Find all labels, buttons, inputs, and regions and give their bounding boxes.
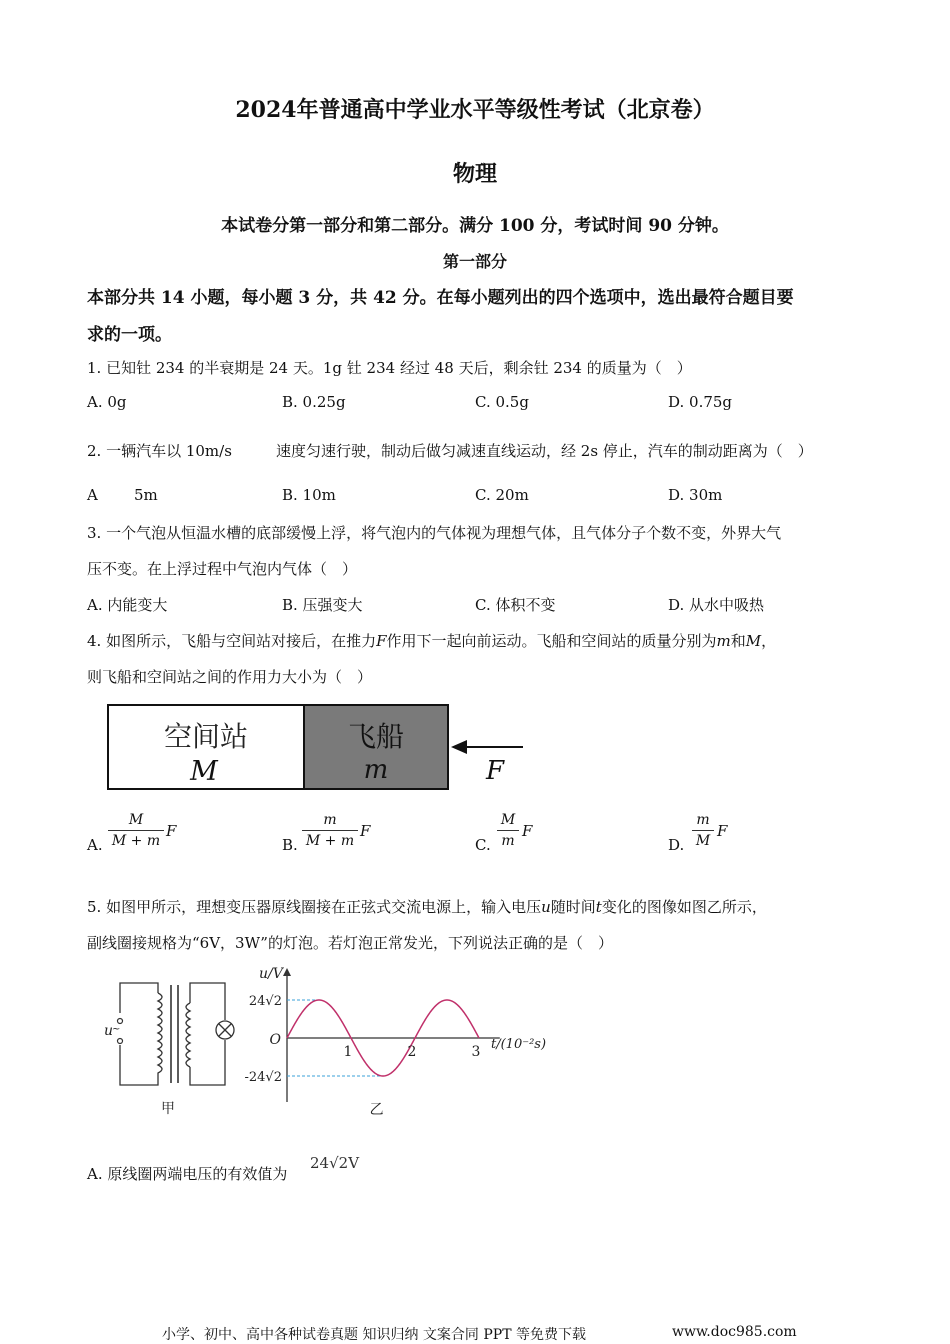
q3-option-d: D. 从水中吸热 (668, 596, 765, 614)
q2-stem-part2: 速度匀速行驶，制动后做匀减速直线运动，经 2s 停止，汽车的制动距离为（ ） (276, 442, 813, 460)
q4-option-b-fraction (302, 811, 358, 850)
primary-wire (120, 983, 158, 1013)
terminal-bottom (118, 1039, 123, 1044)
graph-caption: 乙 (369, 1102, 384, 1118)
footer-text: 小学、初中、高中各种试卷真题 知识归纳 文案合同 PPT 等免费下载 (162, 1327, 586, 1343)
q4-symbol-m: m (716, 632, 731, 650)
space-station-mass: M (190, 756, 218, 787)
fraction-numerator: M (128, 812, 144, 828)
q1-option-c: C. 0.5g (475, 393, 529, 411)
spaceship-mass: m (363, 755, 389, 785)
q5-stem-text-2: 随时间 (550, 898, 596, 916)
q4-docking-figure (105, 700, 535, 800)
q5-symbol-u: u (541, 898, 551, 916)
y-axis-arrow (283, 968, 291, 976)
q5-option-a: A. 原线圈两端电压的有效值为 (87, 1165, 288, 1183)
exam-title: 2024年普通高中学业水平等级性考试（北京卷） (235, 97, 715, 123)
q2-stem-part1: 2. 一辆汽车以 10m/s (87, 442, 232, 460)
q3-stem-line2: 压不变。在上浮过程中气泡内气体（ ） (87, 560, 358, 578)
x-tick-label: 1 (343, 1044, 353, 1060)
fraction-denominator: M + m (305, 833, 355, 849)
fraction-numerator: M (500, 812, 516, 828)
q2-option-d: D. 30m (668, 486, 723, 504)
y-axis-label: u/V (259, 966, 283, 982)
q5-stem-line2: 副线圈接规格为“6V，3W”的灯泡。若灯泡正常发光，下列说法正确的是（ ） (87, 934, 613, 952)
x-tick-label: 2 (407, 1044, 417, 1060)
q3-option-a: A. 内能变大 (87, 596, 168, 614)
q3-option-c: C. 体积不变 (475, 596, 556, 614)
y-min-label: -24√2 (244, 1070, 282, 1085)
ac-symbol: ~ (112, 1024, 121, 1035)
part-instructions-line2: 求的一项。 (87, 325, 172, 345)
q4-symbol-F: F (376, 632, 387, 650)
q1-option-d: D. 0.75g (668, 393, 733, 411)
circuit-caption: 甲 (161, 1101, 175, 1117)
q4-stem-line2: 则飞船和空间站之间的作用力大小为（ ） (87, 668, 373, 686)
subject-title: 物理 (452, 161, 497, 187)
q4-option-c-letter: C. (475, 836, 491, 854)
q4-stem-text-4: ， (761, 632, 777, 650)
q4-option-c-force: F (522, 822, 533, 840)
fraction-denominator: M + m (111, 833, 161, 849)
q3-option-b: B. 压强变大 (282, 596, 363, 614)
fraction-numerator: m (323, 812, 337, 828)
q5-stem-line1 (87, 896, 767, 917)
q2-option-a-value: 5m (134, 486, 158, 504)
q4-stem-text-3: 和 (730, 632, 746, 650)
y-max-label: 24√2 (248, 994, 282, 1009)
secondary-wire-bottom (190, 1040, 225, 1085)
q4-option-d-fraction (692, 811, 714, 850)
q5-option-a-value: 24√2V (310, 1154, 360, 1172)
x-tick-label: 3 (471, 1044, 481, 1060)
q4-option-a-fraction (108, 811, 164, 850)
primary-coil (158, 993, 162, 1075)
q4-option-a-force: F (166, 822, 177, 840)
terminal-top (118, 1019, 123, 1024)
q4-option-a-letter: A. (87, 836, 103, 854)
secondary-coil (186, 1003, 190, 1067)
x-axis-label: t/(10⁻²s) (491, 1037, 547, 1052)
q1-option-a: A. 0g (87, 393, 127, 411)
fraction-denominator: m (501, 833, 515, 849)
q5-stem-text-3: 变化的图像如图乙所示， (601, 898, 767, 916)
q2-option-c: C. 20m (475, 486, 529, 504)
q4-stem-text-2: 作用下一起向前运动。飞船和空间站的质量分别为 (386, 632, 717, 650)
q4-option-b-letter: B. (282, 836, 298, 854)
primary-wire-bottom (120, 1045, 158, 1085)
q4-symbol-M: M (745, 632, 762, 650)
part-title: 第一部分 (442, 252, 507, 271)
space-station-label: 空间站 (163, 720, 249, 753)
footer-url[interactable]: www.doc985.com (672, 1324, 797, 1340)
exam-notice: 本试卷分第一部分和第二部分。满分 100 分，考试时间 90 分钟。 (221, 216, 729, 236)
source-label: u (104, 1023, 114, 1039)
q2-option-a-letter: A (87, 486, 98, 504)
q4-option-c-fraction (497, 811, 519, 850)
q4-option-d-letter: D. (668, 836, 685, 854)
q3-stem-line1: 3. 一个气泡从恒温水槽的底部缓慢上浮，将气泡内的气体视为理想气体，且气体分子个数不变，外界大气 (87, 524, 782, 542)
force-arrow-head (451, 740, 467, 754)
q5-voltage-graph (238, 962, 547, 1120)
force-label: F (485, 756, 505, 786)
q5-symbol-t: t (595, 898, 602, 916)
q5-stem-text-1: 5. 如图甲所示，理想变压器原线圈接在正弦式交流电源上，输入电压 (87, 898, 542, 916)
q2-option-b: B. 10m (282, 486, 336, 504)
origin-label: O (269, 1032, 281, 1048)
part-instructions-line1: 本部分共 14 小题，每小题 3 分，共 42 分。在每小题列出的四个选项中，选出最符合题目要 (87, 288, 794, 308)
fraction-denominator: M (695, 833, 711, 849)
q1-stem: 1. 已知钍 234 的半衰期是 24 天。1g 钍 234 经过 48 天后，剩余钍 234 的质量为（ ） (87, 359, 692, 377)
q4-option-d-force: F (717, 822, 728, 840)
q1-option-b: B. 0.25g (282, 393, 346, 411)
secondary-wire (190, 983, 225, 1020)
spaceship-label: 飞船 (347, 720, 405, 753)
q4-stem-line1 (87, 630, 776, 651)
q4-option-b-force: F (360, 822, 371, 840)
q4-stem-text-1: 4. 如图所示，飞船与空间站对接后，在推力 (87, 632, 377, 650)
q5-transformer-circuit (98, 975, 248, 1120)
fraction-numerator: m (696, 812, 710, 828)
